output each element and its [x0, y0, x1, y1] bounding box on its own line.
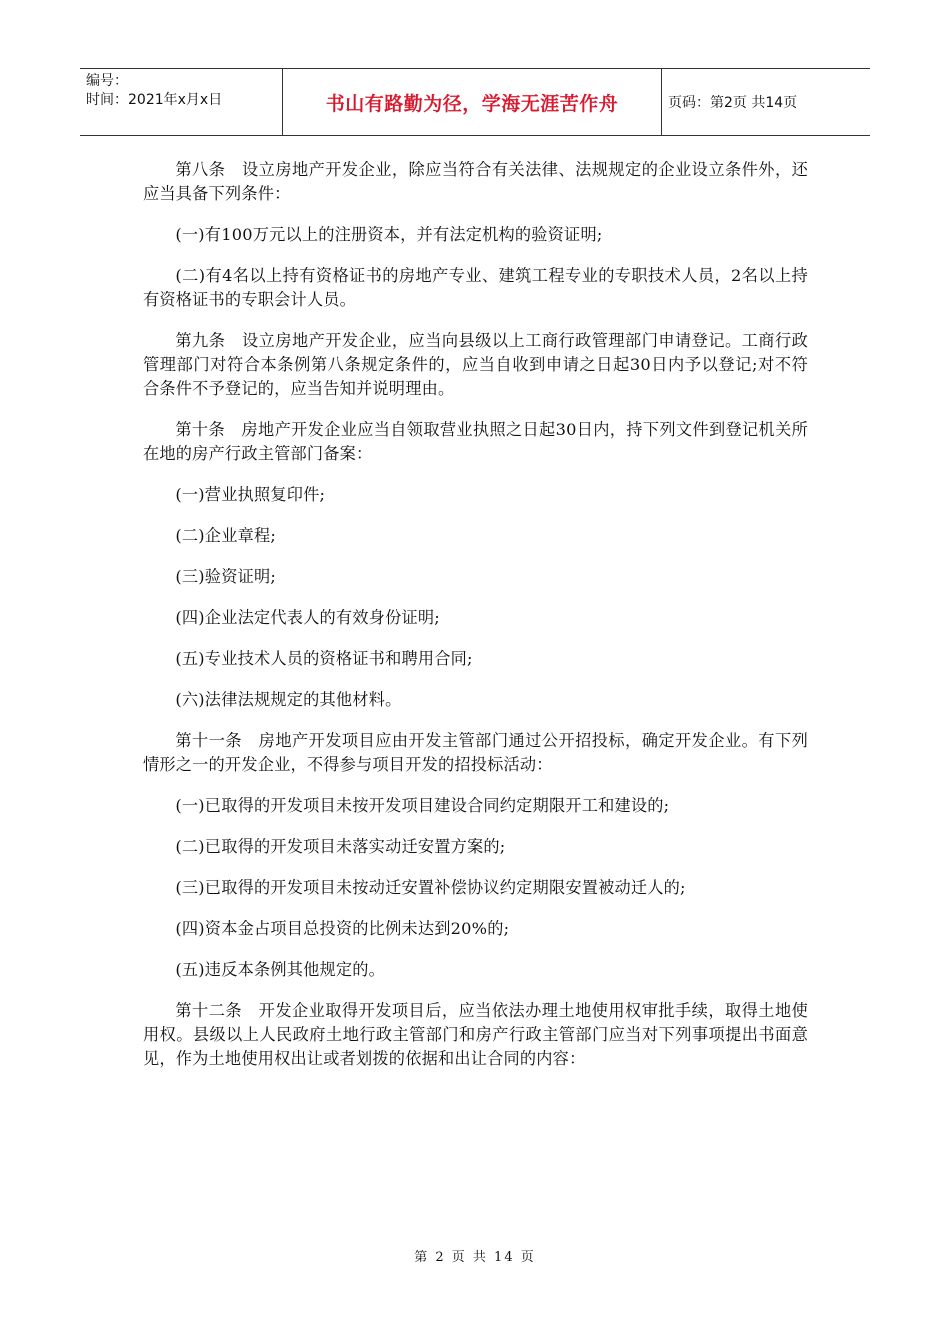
article-11: 第十一条 房地产开发项目应由开发主管部门通过公开招投标，确定开发企业。有下列情形之一的开发企业，不得参与项目开发的招投标活动： — [143, 731, 808, 774]
header-meta — [80, 69, 283, 135]
article-10-item-3: (三)验资证明; — [175, 567, 277, 586]
page-footer: 第 2 页 共 14 页 — [414, 1250, 536, 1265]
article-11-item-5: (五)违反本条例其他规定的。 — [175, 960, 386, 979]
header-motto: 书山有路勤为径，学海无涯苦作舟 — [283, 69, 662, 135]
document-time-label: 时间：2021年x月x日 — [86, 92, 223, 108]
article-11-item-1: (一)已取得的开发项目未按开发项目建设合同约定期限开工和建设的; — [175, 796, 670, 815]
article-11-item-4: (四)资本金占项目总投资的比例未达到20%的; — [175, 919, 510, 938]
article-8-item-1: (一)有100万元以上的注册资本，并有法定机构的验资证明; — [175, 225, 603, 244]
header-page-info: 页码：第2页 共14页 — [668, 95, 798, 111]
article-10-item-4: (四)企业法定代表人的有效身份证明; — [175, 608, 440, 627]
article-10-item-6: (六)法律法规规定的其他材料。 — [175, 690, 402, 709]
article-8-item-2: (二)有4名以上持有资格证书的房地产专业、建筑工程专业的专职技术人员，2名以上持有资格证书的专职会计人员。 — [143, 266, 808, 309]
document-number-label: 编号： — [86, 73, 128, 89]
article-11-item-3: (三)已取得的开发项目未按动迁安置补偿协议约定期限安置被动迁人的; — [175, 878, 686, 897]
document-body — [143, 158, 808, 1088]
article-10-item-5: (五)专业技术人员的资格证书和聘用合同; — [175, 649, 473, 668]
page-header — [80, 68, 870, 136]
article-9: 第九条 设立房地产开发企业，应当向县级以上工商行政管理部门申请登记。工商行政管理部门对符合本条例第八条规定条件的，应当自收到申请之日起30日内予以登记;对不符合条件不予登记的，应当告知并说明理由。 — [143, 331, 808, 398]
article-10-item-1: (一)营业执照复印件; — [175, 485, 326, 504]
article-10: 第十条 房地产开发企业应当自领取营业执照之日起30日内，持下列文件到登记机关所在地的房产行政主管部门备案： — [143, 420, 808, 463]
article-12: 第十二条 开发企业取得开发项目后，应当依法办理土地使用权审批手续，取得土地使用权。县级以上人民政府土地行政主管部门和房产行政主管部门应当对下列事项提出书面意见，作为土地使用权出让或者划拨的依据和出让合同的内容： — [143, 1001, 808, 1068]
article-10-item-2: (二)企业章程; — [175, 526, 277, 545]
article-8: 第八条 设立房地产开发企业，除应当符合有关法律、法规规定的企业设立条件外，还应当具备下列条件： — [143, 160, 808, 203]
article-11-item-2: (二)已取得的开发项目未落实动迁安置方案的; — [175, 837, 506, 856]
